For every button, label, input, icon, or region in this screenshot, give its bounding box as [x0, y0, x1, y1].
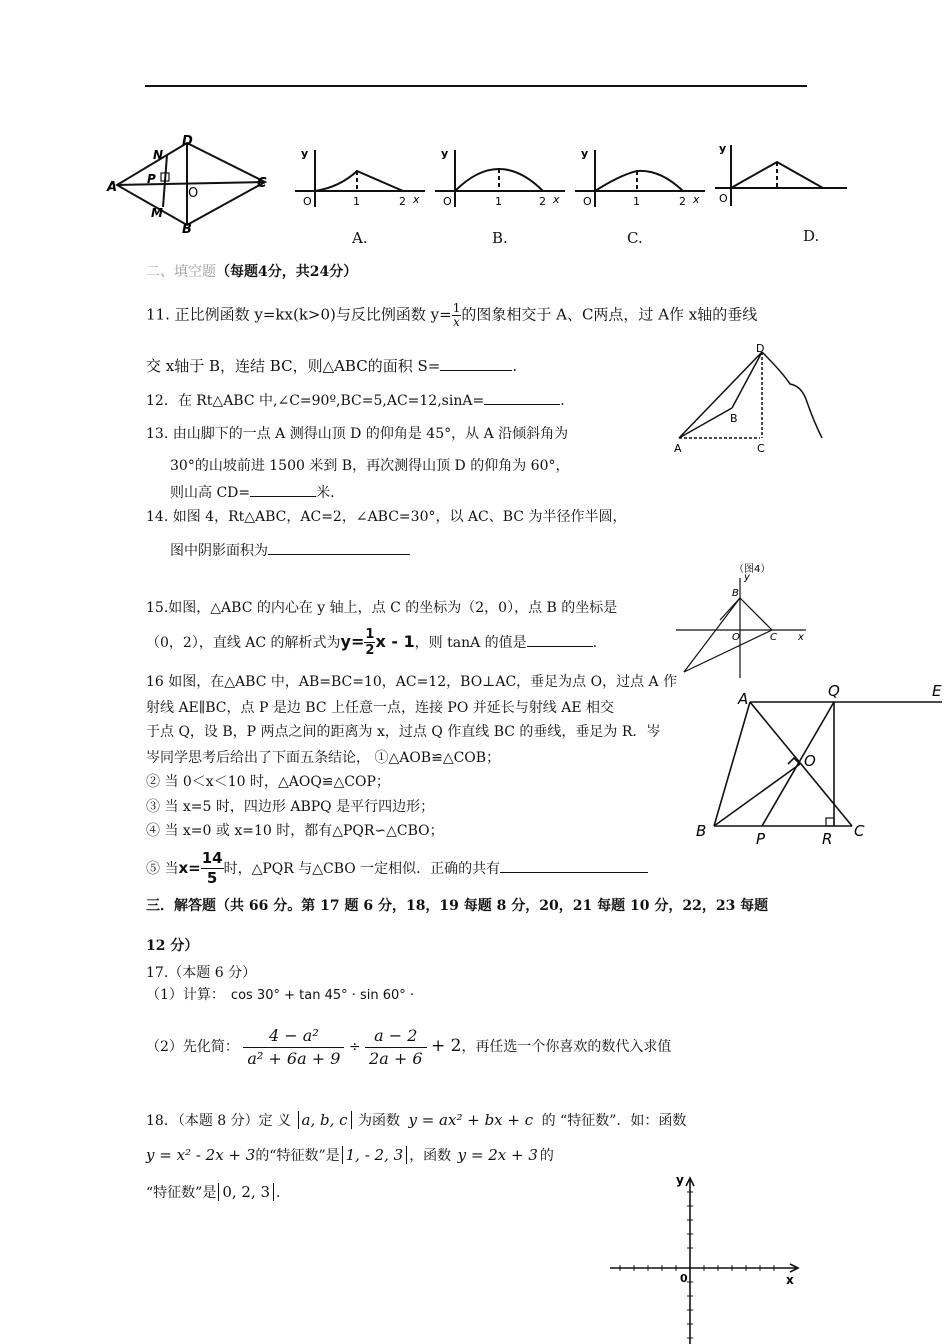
q18-fn1: y = ax² + bx + c	[408, 1111, 534, 1129]
svg-text:0: 0	[680, 1272, 688, 1285]
option-d: D.	[803, 227, 820, 245]
q17-part2: （2）先化简： $\frac{\text{4 − a²}}{\text{a² + 6a + 9}}$ ÷ $\frac{a - 2}{2a + 6}$ + 2，再任选一个你喜欢的数代入求值	[146, 1025, 672, 1068]
svg-text:A: A	[738, 690, 749, 708]
label-B: B	[182, 222, 192, 237]
section2-header: 二、填空题（每题4分，共24分）	[146, 264, 358, 280]
svg-text:y: y	[676, 1173, 684, 1187]
q16-line5: ② 当 0＜x＜10 时，△AOQ≌△COP；	[146, 774, 390, 790]
q15-equation: y= $\frac{1}{2}$ x - 1	[340, 627, 415, 658]
q18-line3: “特征数”是 0, 2, 3 .	[146, 1183, 281, 1201]
q17-fraction2: $\frac{a - 2}{2a + 6}$	[365, 1025, 426, 1070]
svg-text:C: C	[757, 442, 765, 455]
q17-fraction1: $\frac{\text{4 − a²}}{\text{a² + 6a + 9}}$	[243, 1025, 344, 1070]
svg-text:R: R	[822, 830, 833, 848]
svg-text:x: x	[786, 1273, 794, 1287]
q18-fn3: y = 2x + 3	[457, 1146, 538, 1164]
svg-text:O: O	[719, 192, 728, 205]
q18-set3: 0, 2, 3	[218, 1183, 274, 1201]
q15-line2: （0，2），直线 AC 的解析式为y= $\frac{1}{2}$ x - 1，则 tanA 的值是 .	[146, 627, 598, 658]
svg-text:B: B	[730, 412, 738, 425]
q13-answer-blank[interactable]	[250, 482, 316, 497]
q15-figure	[672, 560, 812, 685]
q14-answer-blank[interactable]	[268, 540, 410, 555]
svg-text:C: C	[770, 632, 777, 643]
q18-fn2: y = x² - 2x + 3	[146, 1146, 256, 1164]
svg-text:1: 1	[495, 195, 502, 208]
option-graph-b	[435, 145, 565, 215]
svg-text:B: B	[732, 588, 739, 599]
svg-text:y: y	[581, 147, 589, 160]
q18-set1: a, b, c	[298, 1111, 352, 1129]
q15-answer-blank[interactable]	[527, 632, 593, 647]
q14-line2: 图中阴影面积为	[170, 540, 410, 561]
svg-text:Q: Q	[828, 682, 840, 700]
svg-text:y: y	[441, 147, 449, 160]
svg-text:B: B	[696, 822, 707, 840]
svg-text:A: A	[674, 442, 682, 455]
svg-text:（图4）: （图4）	[734, 564, 771, 575]
option-graph-d	[715, 140, 850, 215]
mountain-figure	[672, 342, 842, 457]
label-D: D	[182, 134, 193, 149]
svg-text:1: 1	[353, 195, 360, 208]
option-b: B.	[492, 229, 508, 247]
q11-fraction: $\frac{1}{x}$	[452, 301, 461, 329]
q16-x-fraction: x= $\frac{14}{5}$	[178, 849, 223, 887]
svg-text:1: 1	[633, 195, 640, 208]
option-graph-c	[575, 145, 705, 215]
q17-title: 17.（本题 6 分）	[146, 965, 257, 981]
option-c: C.	[627, 229, 643, 247]
svg-text:O: O	[443, 195, 452, 208]
q12-answer-blank[interactable]	[484, 390, 560, 405]
section3-line1: 三．解答题（共 66 分。第 17 题 6 分，18，19 每题 8 分，20，21 每题 10 分，22，23 每题	[146, 898, 769, 914]
svg-text:2: 2	[539, 195, 546, 208]
svg-text:O: O	[732, 632, 740, 643]
svg-text:y: y	[719, 142, 727, 155]
q18-line1: 18．（本题 8 分）定 义 a, b, c 为函数 y = ax² + bx + c 的 “特征数”．如：函数	[146, 1111, 687, 1129]
svg-text:x: x	[553, 193, 560, 206]
q18-line2: y = x² - 2x + 3的“特征数”是 1, - 2, 3 ，函数 y = 2x + 3 的	[146, 1146, 554, 1164]
svg-text:O: O	[804, 752, 816, 770]
label-M: M	[151, 206, 163, 220]
svg-text:O: O	[303, 195, 312, 208]
label-C: C	[257, 176, 267, 191]
svg-text:O: O	[583, 195, 592, 208]
svg-text:y: y	[744, 572, 750, 583]
option-a: A.	[352, 229, 368, 247]
q17-part1: （1）计算： cos 30° + tan 45° · sin 60° ·	[146, 987, 415, 1003]
label-A: A	[107, 180, 118, 195]
q16-line3: 于点 Q，设 B，P 两点之间的距离为 x，过点 Q 作直线 BC 的垂线，垂足为 R．岑	[146, 724, 661, 740]
label-N: N	[153, 148, 164, 162]
svg-text:P: P	[756, 830, 766, 848]
label-P: P	[147, 172, 156, 186]
q18-axes	[610, 1172, 810, 1344]
q16-line2: 射线 AE∥BC，点 P 是边 BC 上任意一点，连接 PO 并延长与射线 AE 相交	[146, 700, 615, 716]
q13-line1: 13. 由山脚下的一点 A 测得山顶 D 的仰角是 45°，从 A 沿倾斜角为	[146, 426, 569, 442]
svg-text:D: D	[756, 342, 765, 355]
svg-text:x: x	[413, 193, 420, 206]
svg-text:2: 2	[399, 195, 406, 208]
svg-text:E: E	[932, 682, 942, 700]
q13-line2: 30°的山坡前进 1500 米到 B，再次测得山顶 D 的仰角为 60°，	[170, 458, 570, 474]
q16-line1: 16 如图，在△ABC 中，AB=BC=10，AC=12，BO⊥AC，垂足为点 O，过点 A 作	[146, 674, 678, 690]
q16-line6: ③ 当 x=5 时，四边形 ABPQ 是平行四边形；	[146, 799, 435, 815]
svg-text:x: x	[798, 632, 804, 643]
svg-text:y: y	[301, 147, 309, 160]
q12-line: 12．在 Rt△ABC 中,∠C=90º,BC=5,AC=12,sinA= .	[146, 390, 565, 411]
q16-line4: 岑同学思考后给出了下面五条结论， ①△AOB≌△COB；	[146, 750, 501, 766]
q16-line8: ⑤ 当x= $\frac{14}{5}$ 时，△PQR 与△CBO 一定相似．正确的共有	[146, 846, 648, 890]
option-graph-a	[295, 145, 425, 215]
q11-line2: 交 x轴于 B，连结 BC，则△ABC的面积 S= .	[146, 357, 518, 375]
q16-line7: ④ 当 x=0 或 x=10 时，都有△PQR∽△CBO；	[146, 823, 444, 839]
svg-text:C: C	[854, 822, 865, 840]
label-O: O	[188, 186, 199, 201]
svg-text:2: 2	[679, 195, 686, 208]
section3-line2: 12 分）	[146, 938, 199, 954]
section2-header-garbled: 二、填空题	[146, 264, 216, 280]
q16-figure	[690, 680, 948, 850]
q11-answer-blank[interactable]	[440, 356, 512, 371]
q14-line1: 14. 如图 4，Rt△ABC，AC=2，∠ABC=30°，以 AC、BC 为半径作半圆，	[146, 509, 627, 525]
rhombus-figure	[105, 135, 275, 240]
q13-line3: 则山高 CD= 米.	[170, 482, 335, 503]
q16-answer-blank[interactable]	[500, 858, 648, 873]
header-rule	[145, 85, 807, 87]
q17-part1-expr: cos 30° + tan 45° · sin 60° ·	[230, 988, 415, 1003]
q11-line1: 11. 正比例函数 y=kx(k>0)与反比例函数 y= $\frac{1}{x}$ 的图象相交于 A、C两点，过 A作 x轴的垂线	[146, 301, 758, 329]
q15-line1: 15.如图，△ABC 的内心在 y 轴上，点 C 的坐标为（2，0），点 B 的坐标是	[146, 600, 618, 616]
svg-text:x: x	[693, 193, 700, 206]
q18-set2: 1, - 2, 3	[342, 1146, 408, 1164]
